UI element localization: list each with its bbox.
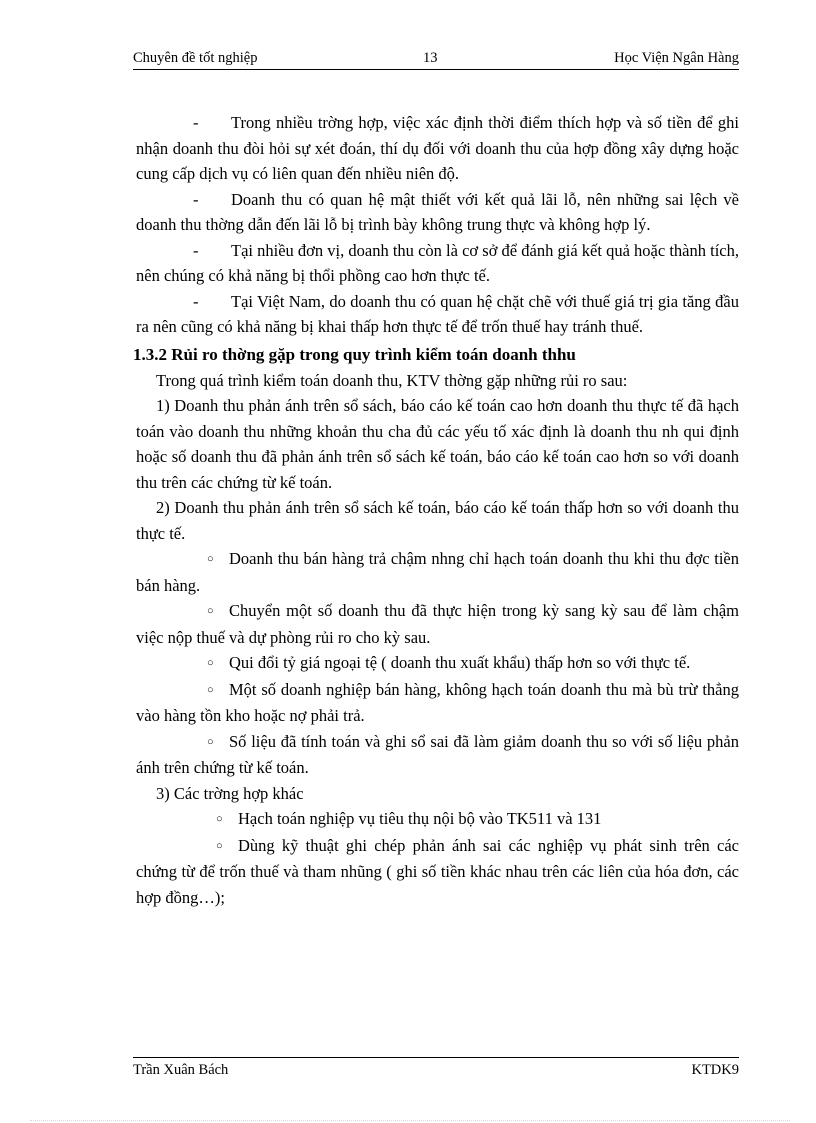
circle-bullet-icon: ○ [207,553,214,565]
bullet-item-6 [136,806,739,833]
paragraph-dash-2 [136,187,739,238]
bullet-text: Chuyển một số doanh thu đã thực hiện trong kỳ sang kỳ sau để làm chậm việc nộp thuế và dự phòng rủi ro cho kỳ sau. [136,601,739,647]
bullet-text: Hạch toán nghiệp vụ tiêu thụ nội bộ vào TK511 và 131 [238,809,602,828]
document-body [133,110,739,910]
bullet-item-7 [136,833,739,911]
bullet-text: Một số doanh nghiệp bán hàng, không hạch toán doanh thu mà bù trừ thẳng vào hàng tồn kho hoặc nợ phải trả. [136,679,739,725]
bullet-item-4 [136,677,739,729]
bullet-item-3 [136,650,739,677]
page-number: 13 [423,50,438,66]
page-header [133,49,739,70]
footer-author: Trần Xuân Bách [133,1062,229,1078]
list-item-3: 3) Các trờng hợp khác [156,783,304,803]
header-right-text: Học Viện Ngân Hàng [614,50,739,66]
header-left-text: Chuyên đề tốt nghiệp [133,50,258,66]
circle-bullet-icon: ○ [207,605,214,617]
circle-bullet-icon: ○ [207,683,214,696]
dash-marker: - [193,240,199,260]
bullet-text: Qui đổi tỷ giá ngoại tệ ( doanh thu xuất khẩu) thấp hơn so với thực tế. [229,653,691,672]
dash-marker: - [193,113,199,132]
dash-marker: - [193,291,199,311]
section-heading: 1.3.2 Rủi ro thờng gặp trong quy trình kiểm toán doanh thhu [133,344,576,364]
paragraph-dash-3 [136,238,739,289]
intro-paragraph: Trong quá trình kiểm toán doanh thu, KTV thờng gặp những rủi ro sau: [156,370,628,390]
paragraph-text: Tại nhiều đơn vị, doanh thu còn là cơ sở để đánh giá kết quả hoặc thành tích, nên chúng có khả năng bị thổi phồng cao hơn thực tế. [136,240,739,285]
paragraph-dash-4 [136,289,739,340]
paragraph-text: Doanh thu có quan hệ mật thiết với kết quả lãi lỗ, nên những sai lệch về doanh thu thờng dẫn đến lãi lỗ bị trình bày không trung thực và không hợp lý. [136,189,739,234]
circle-bullet-icon: ○ [216,839,223,852]
paragraph-dash-1 [136,110,739,187]
bullet-text: Doanh thu bán hàng trả chậm nhng chỉ hạch toán doanh thu khi thu đợc tiền bán hàng. [136,549,739,595]
circle-bullet-icon: ○ [207,657,214,669]
circle-bullet-icon: ○ [216,813,223,825]
list-item-1: 1) Doanh thu phản ánh trên sổ sách, báo cáo kế toán cao hơn doanh thu thực tế đã hạch toán vào doanh thu những khoản thu cha đủ các yếu tố xác định là doanh thu nh qui định hoặc số doanh thu đã phản ánh trên sổ sách kế toán, báo cáo kế toán cao hơn so với doanh thu trên các chứng từ kế toán. [136,396,739,492]
dash-marker: - [193,189,199,209]
page-bottom-divider [30,1120,790,1121]
paragraph-text: Tại Việt Nam, do doanh thu có quan hệ chặt chẽ với thuế giá trị gia tăng đầu ra nên cũng có khả năng bị khai thấp hơn thực tế để trốn thuế hay tránh thuế. [136,291,739,336]
bullet-item-2 [136,598,739,650]
bullet-item-5 [136,729,739,781]
bullet-item-1 [136,546,739,598]
list-item-2: 2) Doanh thu phản ánh trên sổ sách kế toán, báo cáo kế toán thấp hơn so với doanh thu thực tế. [136,498,739,543]
bullet-text: Dùng kỹ thuật ghi chép phản ánh sai các nghiệp vụ phát sinh trên các chứng từ để trốn thuế và tham nhũng ( ghi số tiền khác nhau trên các liên của hóa đơn, các hợp đồng…); [136,835,739,907]
circle-bullet-icon: ○ [207,735,214,748]
page-footer [133,1057,739,1082]
paragraph-text: Trong nhiều trờng hợp, việc xác định thời điểm thích hợp và số tiền để ghi nhận doanh thu đòi hỏi sự xét đoán, thí dụ đối với doanh thu của hợp đồng xây dựng hoặc cung cấp dịch vụ có liên quan đến nhiều niên độ. [136,113,739,183]
footer-class-code: KTDK9 [691,1062,739,1078]
bullet-text: Số liệu đã tính toán và ghi sổ sai đã làm giảm doanh thu so với số liệu phản ánh trên chứng từ kế toán. [136,731,739,777]
